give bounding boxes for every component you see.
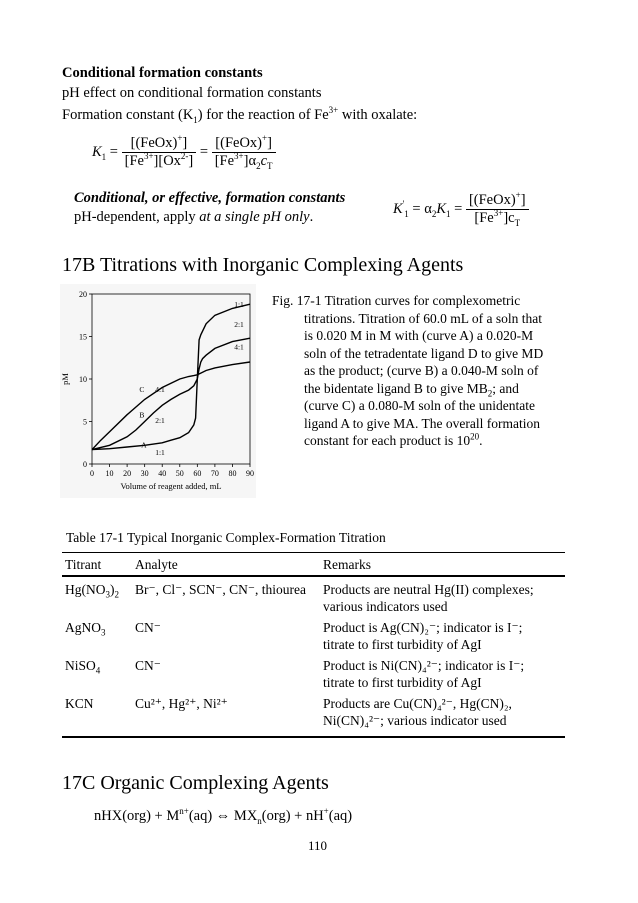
chart-annotation: A: [141, 440, 147, 450]
x-tick-label: 80: [228, 469, 237, 478]
x-tick-label: 70: [210, 469, 219, 478]
table-body: [62, 581, 565, 733]
subscript: T: [267, 160, 273, 171]
eq-text: [Fe: [474, 210, 494, 226]
table-row: [62, 581, 565, 619]
equation-extraction: [94, 808, 352, 825]
text-fragment: .: [309, 209, 314, 225]
text-fragment: constant for each product is 10: [304, 433, 471, 448]
x-tick-label: 30: [140, 469, 149, 478]
superscript: +: [515, 190, 521, 201]
chart-annotation: 2:1: [155, 415, 165, 425]
subscript: 1: [101, 151, 107, 162]
subscript: n: [257, 815, 262, 826]
remark-line-2: Ni(CN)₄²⁻; various indicator used: [323, 713, 507, 728]
superscript: +: [323, 806, 329, 817]
remark-line-2: titrate to first turbidity of AgI: [323, 637, 482, 652]
eq-text: ]: [188, 153, 194, 169]
remark-line-1: Product is Ag(CN)₂⁻; indicator is I⁻;: [323, 620, 523, 635]
remark-line-1: Product is Ni(CN)₄²⁻; indicator is I⁻;: [323, 658, 525, 673]
superscript: 3+: [143, 151, 154, 162]
subscript: 1: [404, 208, 409, 219]
cell-analyte: Br⁻, Cl⁻, SCN⁻, CN⁻, thiourea: [135, 582, 307, 597]
heading-17c: 17C Organic Complexing Agents: [62, 772, 329, 794]
heading-17b: 17B Titrations with Inorganic Complexing Agents: [62, 254, 464, 276]
eq-text: ]α: [243, 153, 257, 169]
table-header-row: [62, 553, 565, 575]
fraction-1: [122, 135, 197, 170]
chart-annotation: 4:1: [234, 342, 244, 352]
x-tick-label: 40: [158, 469, 167, 478]
x-tick-label: 90: [246, 469, 254, 478]
table-row: [62, 619, 565, 657]
caption-line-8: ligand A to give MA. The overall formation: [304, 415, 540, 431]
cell-analyte: CN⁻: [135, 658, 161, 673]
caption-line-6: [272, 380, 602, 398]
chart-annotation: 2:1: [234, 319, 244, 329]
remark-line-2: titrate to first turbidity of AgI: [323, 675, 482, 690]
text-fragment: the bidentate ligand B to give MB: [304, 380, 488, 396]
eq-text: ]: [182, 135, 188, 151]
cell-titrant: KCN: [65, 696, 94, 711]
subscript: 2: [256, 160, 261, 171]
header-remarks: Remarks: [323, 557, 371, 572]
header-analyte: Analyte: [135, 557, 178, 572]
conditional-effective-title: Conditional, or effective, formation constants: [74, 190, 346, 206]
text-line-ph-effect: pH effect on conditional formation constants: [62, 85, 322, 101]
titration-table: [62, 552, 565, 738]
table-row: [62, 657, 565, 695]
eq-symbol: K: [92, 144, 102, 160]
x-axis-label: Volume of reagent added, mL: [120, 481, 222, 491]
chart-annotation: 4:1: [155, 385, 165, 395]
eq-symbol: K: [436, 201, 446, 217]
section-title-conditional: Conditional formation constants: [62, 65, 263, 81]
eq-text: [(FeOx): [468, 192, 516, 208]
eq-text: (aq): [328, 808, 353, 824]
eq-text: [(FeOx): [130, 135, 178, 151]
eq-text: (aq) ⇔ MX: [188, 808, 258, 824]
page-number: 110: [308, 838, 328, 853]
header-titrant: Titrant: [65, 557, 102, 572]
superscript: 3+: [328, 105, 339, 116]
eq-text: = α: [412, 201, 432, 217]
y-tick-label: 10: [79, 375, 87, 384]
y-tick-label: 15: [79, 332, 87, 342]
fraction-2: [212, 135, 276, 170]
cell-remarks: [323, 695, 565, 733]
text-fragment: ; and: [492, 380, 519, 396]
x-tick-label: 10: [105, 469, 114, 478]
x-tick-label: 60: [193, 469, 202, 478]
x-tick-label: 50: [175, 469, 184, 478]
eq-text: ]c: [503, 210, 515, 226]
y-tick-label: 0: [83, 460, 87, 469]
text-fragment: ) for the reaction of Fe: [197, 107, 329, 123]
caption-line-3: is 0.020 M in M with (curve A) a 0.020-M: [304, 328, 534, 343]
eq-symbol: c: [260, 153, 267, 169]
eq-text: [(FeOx): [215, 135, 262, 151]
eq-text: nHX(org) + M: [94, 808, 180, 824]
caption-line-5: as the product; (curve B) a 0.040-M soln of: [304, 363, 539, 378]
caption-line-2: titrations. Titration of 60.0 mL of a soln that: [304, 310, 542, 326]
remark-line-1: Products are Cu(CN)₄²⁻, Hg(CN)₂,: [323, 696, 512, 711]
subscript: T: [514, 217, 521, 228]
subscript: 2: [487, 388, 493, 399]
superscript: n+: [179, 806, 189, 817]
text-fragment: pH-dependent, apply: [74, 209, 200, 225]
caption-line-1: Fig. 17-1 Titration curves for complexometric: [272, 293, 521, 308]
chart-annotation: B: [139, 410, 145, 420]
chart-annotation: 1:1: [155, 448, 165, 458]
text-fragment: .: [479, 433, 483, 448]
cell-titrant: NiSO$_4$: [65, 658, 101, 676]
caption-line-9: [272, 432, 602, 450]
chart-annotation: 1:1: [234, 300, 244, 310]
caption-line-4: soln of the tetradentate ligand D to give MD: [304, 345, 544, 361]
eq-text: [Fe: [124, 153, 144, 169]
chart-annotation: C: [139, 385, 145, 395]
table-row: [62, 695, 565, 733]
subscript: 1: [446, 208, 451, 219]
y-tick-label: 20: [79, 290, 87, 299]
remark-line-1: Products are neutral Hg(II) complexes;: [323, 582, 534, 597]
cell-analyte: CN⁻: [135, 620, 161, 635]
conditional-effective-line: [74, 209, 313, 226]
y-axis-label: pM: [60, 373, 70, 385]
eq-symbol: K: [393, 201, 403, 217]
table-caption: Table 17-1 Typical Inorganic Complex-Formation Titration: [66, 530, 386, 545]
titration-chart: [60, 284, 256, 498]
text-fragment: with oxalate:: [338, 107, 418, 123]
cell-remarks: [323, 581, 565, 619]
superscript: 2-: [180, 151, 189, 162]
superscript: +: [262, 133, 268, 144]
superscript: 3+: [493, 208, 504, 219]
fraction-3: [466, 192, 529, 227]
equation-k1-prime: $K'_1 = \alpha_2K_1$ = $\frac{[(FeOx)^+]}{[Fe^{3+}]c_T}$: [393, 192, 529, 227]
subscript: 2: [431, 208, 437, 219]
equation-k1: $K_1$ = $\frac{[(FeOx)^+]}{[Fe^{3+}][Ox^{2-}]}$ = $\frac{[(FeOx)^+]}{[Fe^{3+}]\alpha_2c_T}$: [92, 135, 276, 170]
cell-analyte: Cu²⁺, Hg²⁺, Ni²⁺: [135, 696, 228, 711]
superscript: +: [177, 133, 183, 144]
figure-caption: [272, 292, 602, 450]
eq-text: ]: [520, 192, 526, 208]
prime-mark: ': [402, 199, 405, 210]
eq-text: (org) + nH: [261, 808, 324, 824]
table-grid: [62, 553, 565, 575]
x-tick-label: 20: [123, 469, 132, 478]
superscript: 3+: [234, 151, 244, 162]
eq-text: ]: [267, 135, 272, 151]
x-tick-label: 0: [90, 469, 94, 478]
cell-remarks: [323, 657, 565, 695]
caption-line-7: (curve C) a 0.080-M soln of the unidentate: [304, 398, 535, 413]
text-fragment: Formation constant (K: [62, 107, 194, 123]
cell-remarks: [323, 619, 565, 657]
text-line-formation-constant: [62, 107, 417, 124]
remark-line-2: various indicators used: [323, 599, 448, 614]
cell-titrant: $Hg(NO_3)_2$: [65, 582, 119, 600]
superscript: 20: [470, 431, 480, 442]
cell-titrant: AgNO$_3$: [65, 620, 106, 638]
subscript: 1: [193, 114, 198, 125]
italic-fragment: at a single pH only: [199, 209, 310, 225]
y-tick-label: 5: [83, 417, 87, 427]
eq-text: ][Ox: [153, 153, 181, 169]
eq-text: [Fe: [214, 153, 235, 169]
